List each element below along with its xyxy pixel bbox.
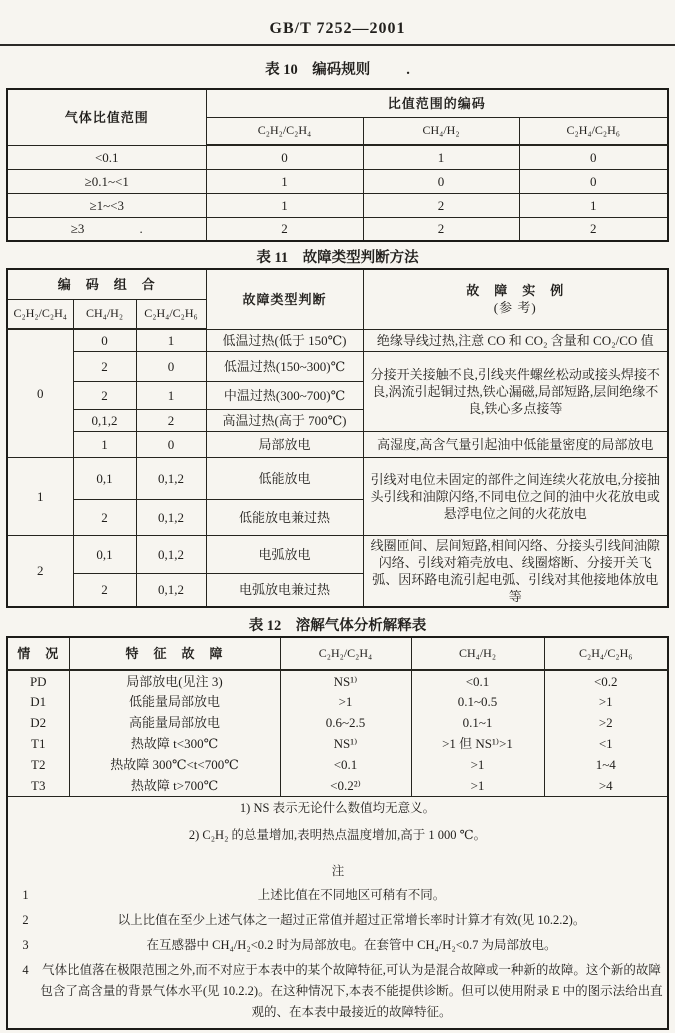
- table-row: [7, 145, 668, 169]
- t11-c2h4c2h6-cell: 0,1,2: [136, 535, 206, 573]
- t11-judgment-cell: 低能放电: [206, 457, 363, 499]
- t11-ch4h2-cell: 2: [73, 573, 136, 607]
- t12-case-cell: T2: [7, 754, 69, 775]
- t11-judgment-cell: 高温过热(高于 700℃): [206, 409, 363, 431]
- t11-c2h4c2h6-cell: 0,1,2: [136, 499, 206, 535]
- t10-range-cell: ≥1~<3: [7, 193, 206, 217]
- table-row: [7, 775, 668, 796]
- t12-ratio-cell: >4: [544, 775, 668, 796]
- t11-judgment-cell: 中温过热(300~700)℃: [206, 381, 363, 409]
- t12-footnote-1: 1) NS 表示无论什么数值均无意义。: [239, 800, 436, 815]
- t11-code2-cell: 2: [7, 535, 73, 607]
- t12-ratio-cell: <0.1: [411, 670, 544, 691]
- t11-ch4h2-cell: 0: [73, 329, 136, 351]
- t12-ratio-cell: >1: [411, 775, 544, 796]
- t12-col-case: 情 况: [7, 637, 69, 670]
- t11-ch4h2-cell: 2: [73, 381, 136, 409]
- table-row: [7, 754, 668, 775]
- t11-judgment-cell: 低能放电兼过热: [206, 499, 363, 535]
- t10-code-cell: 0: [206, 145, 363, 169]
- t10-gas-col-ch4-h2: CH₄/H₂: [363, 117, 519, 145]
- t11-code-group-header: 编 码 组 合: [7, 269, 206, 299]
- t11-gas-col-c2h2-c2h4: C₂H₂/C₂H₄: [7, 299, 73, 329]
- t11-judgment-header: 故障类型判断: [206, 269, 363, 329]
- t12-note-3: [12, 935, 664, 956]
- t10-gas-col-c2h2-c2h4: C₂H₂/C₂H₄: [206, 117, 363, 145]
- t12-case-cell: PD: [7, 670, 69, 691]
- t12-case-cell: T3: [7, 775, 69, 796]
- t10-code-cell: 0: [363, 169, 519, 193]
- t12-ratio-cell: >1 但 NS¹⁾>1: [411, 733, 544, 754]
- t11-c2h4c2h6-cell: 0,1,2: [136, 573, 206, 607]
- t10-gas-col-c2h4-c2h6: C₂H₄/C₂H₆: [519, 117, 668, 145]
- t11-code1-cell: 1: [7, 457, 73, 535]
- t11-ch4h2-cell: 0,1,2: [73, 409, 136, 431]
- t12-ratio-cell: 1~4: [544, 754, 668, 775]
- table-row: [7, 217, 668, 241]
- t10-row-header: 气体比值范围: [7, 89, 206, 145]
- t11-ch4h2-cell: 2: [73, 499, 136, 535]
- t10-code-cell: 2: [363, 217, 519, 241]
- t12-ratio-cell: >1: [544, 691, 668, 712]
- table-row: [7, 670, 668, 691]
- t11-ch4h2-cell: 2: [73, 351, 136, 381]
- t12-fault-cell: 热故障 300℃<t<700℃: [69, 754, 280, 775]
- t11-c2h4c2h6-cell: 2: [136, 409, 206, 431]
- t12-notes-area: [7, 796, 668, 1029]
- t10-code-cell: 2: [519, 217, 668, 241]
- t12-ratio-cell: 0.6~2.5: [280, 712, 411, 733]
- table10-caption: [0, 60, 675, 80]
- standard-number: GB/T 7252—2001: [269, 20, 406, 37]
- t11-judgment-cell: 低温过热(150~300)℃: [206, 351, 363, 381]
- table11-caption: 表 11 故障类型判断方法: [256, 250, 419, 266]
- t12-col-ch4-h2: CH₄/H₂: [411, 637, 544, 670]
- t11-judgment-cell: 局部放电: [206, 431, 363, 457]
- t11-gas-col-ch4-h2: CH₄/H₂: [73, 299, 136, 329]
- t11-example-header-line1: 故 障 实 例: [466, 283, 565, 299]
- table10-caption-text: 表 10 编码规则: [265, 62, 371, 78]
- t11-c2h4c2h6-cell: 0: [136, 351, 206, 381]
- t11-example-cell: 高湿度,高含气量引起油中低能量密度的局部放电: [363, 431, 668, 457]
- t12-ratio-cell: 0.1~1: [411, 712, 544, 733]
- t12-ratio-cell: 0.1~0.5: [411, 691, 544, 712]
- t10-code-cell: 1: [519, 193, 668, 217]
- note-number: 3: [22, 937, 29, 952]
- t11-c2h4c2h6-cell: 1: [136, 329, 206, 351]
- note-number: 2: [22, 912, 29, 927]
- t11-example-cell: 引线对电位未固定的部件之间连续火花放电,分接抽头引线和油隙闪络,不同电位之间的油中火花放电或悬浮电位之间的火花放电: [363, 457, 668, 535]
- t12-ratio-cell: <0.2²⁾: [280, 775, 411, 796]
- t11-judgment-cell: 电弧放电兼过热: [206, 573, 363, 607]
- note-text: 以上比值在至少上述气体之一超过正常值并超过正常增长率时计算才有效(见 10.2.2)。: [117, 912, 586, 927]
- table-row: [7, 431, 668, 457]
- t12-col-c2h2-c2h4: C₂H₂/C₂H₄: [280, 637, 411, 670]
- note-text: 上述比值在不同地区可稍有不同。: [257, 887, 446, 902]
- t10-range-cell: ≥0.1~<1: [7, 169, 206, 193]
- table-row: [7, 351, 668, 381]
- t10-range-cell: [7, 217, 206, 241]
- t10-range-text: ≥3: [70, 221, 85, 237]
- t12-ratio-cell: NS¹⁾: [280, 733, 411, 754]
- t10-code-cell: 0: [519, 169, 668, 193]
- t12-fault-cell: 低能量局部放电: [69, 691, 280, 712]
- t11-example-header-line2: (参 考): [493, 300, 537, 316]
- t12-footnote-2: 2) C₂H₂ 的总量增加,表明热点温度增加,高于 1 000 ℃。: [188, 827, 487, 842]
- t11-example-cell: 线圈匝间、层间短路,相间闪络、分接头引线间油隙闪络、引线对箱壳放电、线圈熔断、分接开关飞弧、因环路电流引起电弧、引线对其他接地体放电等: [363, 535, 668, 607]
- t10-code-cell: 1: [363, 145, 519, 169]
- t12-ratio-cell: >2: [544, 712, 668, 733]
- note-number: 4: [22, 962, 29, 977]
- t11-c2h4c2h6-cell: 0: [136, 431, 206, 457]
- t12-ratio-cell: NS¹⁾: [280, 670, 411, 691]
- t11-c2h4c2h6-cell: 1: [136, 381, 206, 409]
- table-row: [7, 691, 668, 712]
- t11-c2h4c2h6-cell: 0,1,2: [136, 457, 206, 499]
- header-rule: [0, 44, 675, 46]
- t12-notes-label: 注: [331, 863, 345, 878]
- table-11-fault-type-judgment: [6, 268, 669, 608]
- t12-col-c2h4-c2h6: C₂H₄/C₂H₆: [544, 637, 668, 670]
- t11-ch4h2-cell: 1: [73, 431, 136, 457]
- t12-case-cell: D2: [7, 712, 69, 733]
- t12-case-cell: D1: [7, 691, 69, 712]
- note-number: 1: [22, 887, 29, 902]
- table-12-dga-interpretation: [6, 636, 669, 1030]
- table-row: [7, 193, 668, 217]
- note-text: 气体比值落在极限范围之外,而不对应于本表中的某个故障特征,可认为是混合故障或一种新的故障。这个新的故障包含了高含量的背景气体水平(见 10.2.2)。在这种情况下,本表不能提供诊断。但可以使用附录 E 中的图示法给出直观的、在本表中最接近的故障特征。: [40, 962, 663, 1019]
- t11-judgment-cell: 低温过热(低于 150℃): [206, 329, 363, 351]
- table-row: [7, 535, 668, 573]
- t11-ch4h2-cell: 0,1: [73, 535, 136, 573]
- t11-judgment-cell: 电弧放电: [206, 535, 363, 573]
- dot-artifact: .: [139, 221, 143, 237]
- t12-note-2: [12, 910, 664, 931]
- table12-caption: 表 12 溶解气体分析解释表: [248, 618, 427, 634]
- table-row: [7, 733, 668, 754]
- table-10-coding-rules: [6, 88, 669, 242]
- t11-ch4h2-cell: 0,1: [73, 457, 136, 499]
- note-text: 在互感器中 CH₄/H₂<0.2 时为局部放电。在套管中 CH₄/H₂<0.7 为局部放电。: [146, 937, 557, 952]
- t10-code-cell: 0: [519, 145, 668, 169]
- t11-example-header: [363, 269, 668, 329]
- t11-example-cell: 分接开关接触不良,引线夹件螺丝松动或接头焊接不良,涡流引起铜过热,铁心漏磁,局部短路,层间绝缘不良,铁心多点接等: [363, 351, 668, 431]
- t10-code-cell: 2: [206, 217, 363, 241]
- t12-fault-cell: 高能量局部放电: [69, 712, 280, 733]
- t12-ratio-cell: <0.2: [544, 670, 668, 691]
- table-row: [7, 169, 668, 193]
- t12-note-4: [12, 960, 664, 1023]
- t12-fault-cell: 热故障 t<300℃: [69, 733, 280, 754]
- caption-dot-artifact: .: [406, 62, 410, 78]
- t12-ratio-cell: <1: [544, 733, 668, 754]
- t12-fault-cell: 热故障 t>700℃: [69, 775, 280, 796]
- t12-ratio-cell: <0.1: [280, 754, 411, 775]
- t12-ratio-cell: >1: [280, 691, 411, 712]
- t11-example-cell: 绝缘导线过热,注意 CO 和 CO₂ 含量和 CO₂/CO 值: [363, 329, 668, 351]
- t10-range-cell: <0.1: [7, 145, 206, 169]
- t12-note-1: [12, 885, 664, 906]
- table-row: [7, 329, 668, 351]
- t12-case-cell: T1: [7, 733, 69, 754]
- t10-code-cell: 1: [206, 193, 363, 217]
- t10-col-group-header: 比值范围的编码: [206, 89, 668, 117]
- t10-code-cell: 1: [206, 169, 363, 193]
- t11-code0-cell: 0: [7, 329, 73, 457]
- t11-gas-col-c2h4-c2h6: C₂H₄/C₂H₆: [136, 299, 206, 329]
- t12-ratio-cell: >1: [411, 754, 544, 775]
- table-row: [7, 712, 668, 733]
- table-row: [7, 457, 668, 499]
- t10-code-cell: 2: [363, 193, 519, 217]
- t12-fault-cell: 局部放电(见注 3): [69, 670, 280, 691]
- t12-col-fault: 特 征 故 障: [69, 637, 280, 670]
